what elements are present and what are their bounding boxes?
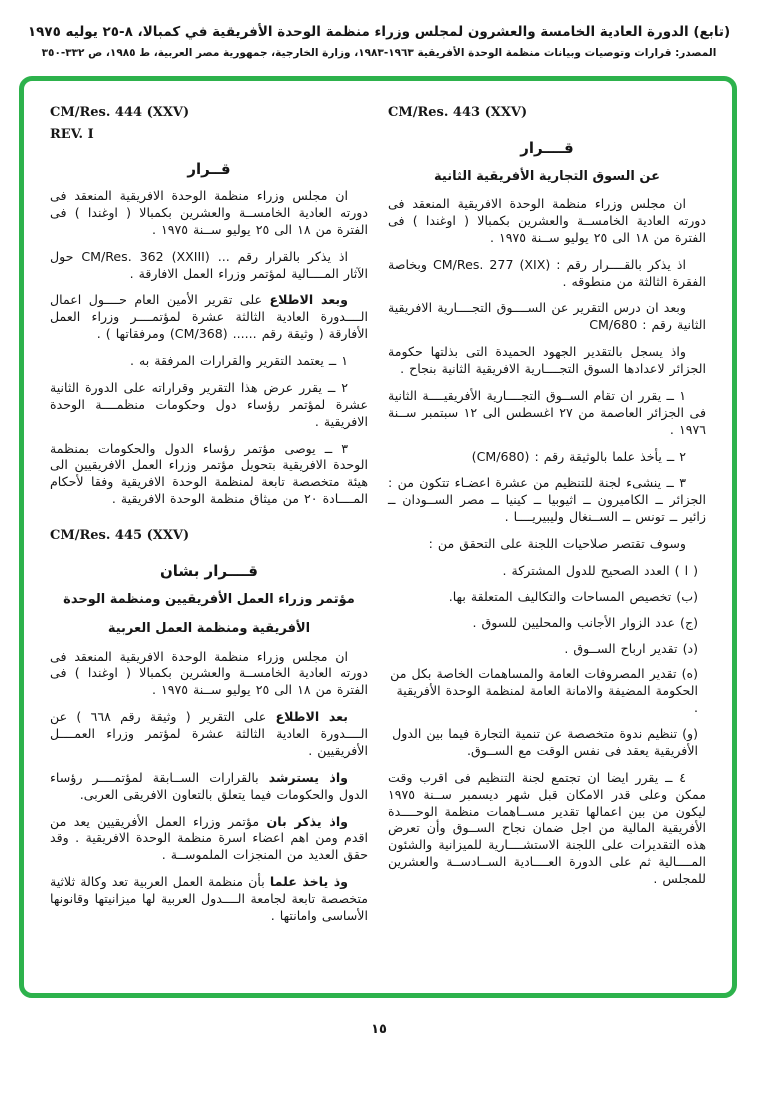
res444-paragraph: [50, 188, 368, 239]
res445-paragraph: [50, 649, 368, 700]
res444-ref: CM/Res. 444 (XXV): [50, 105, 190, 120]
paragraph-lead: بعد الاطلاع: [275, 709, 349, 725]
paragraph-lead: واذ يذكر بان: [266, 813, 349, 829]
column-res443: [388, 101, 706, 985]
res443-subtitle: عن السوق التجارية الأفريقية الثانية: [434, 168, 660, 184]
paragraph-text: ١ ــ يعتمد التقرير والقرارات المرفقة به .: [130, 353, 348, 368]
document-frame: [19, 76, 737, 998]
page-header: [0, 24, 758, 59]
res443-title: قــــرار: [520, 138, 574, 157]
paragraph-text: ٣ ــ يوصى مؤتمر رؤساء الدول والحكومات بمنظمة الوحدة الافريقية بتحويل مؤتمر وزراء العمل الافريقيين الى هيئة متخصصة تابعة لمنظمة الوحدة الافريقية وفقا لأحكام المــــادة ٢٠ من ميثاق منظمة الوحدة الافريقية .: [50, 440, 368, 507]
paragraph-text: ٣ ــ ينشىء لجنة للتنظيم من عشرة اعضـاء تتكون من : الجزائر ــ الكاميرون ــ اثيوبيا ــ كينيا ــ مصر الســودان ــ زائير ــ تونس ــ الســنغال وليبيريــــا .: [388, 475, 706, 525]
res445-paragraph: [50, 874, 368, 925]
res443-paragraph: [388, 536, 706, 553]
page-number: ١٥: [371, 1022, 387, 1037]
res443-paragraph: [388, 196, 706, 247]
paragraph-lead: وبعد الاطلاع: [269, 292, 348, 308]
res445-paragraph: [50, 709, 368, 760]
paragraph-text: وسوف تقتصر صلاحيات اللجنة على التحقق من :: [428, 536, 686, 551]
res445-ref: CM/Res. 445 (XXV): [50, 528, 190, 543]
paragraph-text: ان مجلس وزراء منظمة الوحدة الافريقية المنعقد فى دورته العادية الخامســة والعشرين بكمبالا ( اوغندا ) فى الفترة من ١٨ الى ٢٥ يوليو ســنة ١٩٧٥ .: [50, 648, 368, 698]
header-source: المصدر: قرارات وتوصيات وبيانات منظمة الوحدة الأفريقية ١٩٦٣-١٩٨٣، وزارة الخارجية، جمهورية مصر العربية، ط ١٩٨٥، ص ٣٣٢-٣٥٠: [41, 47, 717, 59]
res443-checklist-item: (ب) تخصيص المساحات والتكاليف المتعلقة بها.: [448, 588, 698, 604]
res444-paragraph: [50, 292, 368, 343]
paragraph-text: ٤ ــ يقرر ايضا ان تجتمع لجنة التنظيم فى اقرب وقت ممكن وعلى قدر الامكان قبل شهر ديسمبر ســنة ١٩٧٥ ليكون من بين اعمالها تقدير مســاهمات منظمة الوحــــدة الأفريقية المالية من اجل ضمان نجاح الســوق وأن تعرض هذه التقديرات على اللجنة الاستشــــارية للميزانية والشئون المــــالية ثم على الدورة العــــادية الســادســة والعشرين للمجلس .: [388, 769, 706, 886]
paragraph-text: وبعد ان درس التقرير عن الســــوق التجــــارية الافريقية الثانية رقم : CM/680: [388, 300, 706, 333]
paragraph-text: ان مجلس وزراء منظمة الوحدة الافريقية المنعقد فى دورته العادية الخامســة والعشرين بكمبالا ( اوغندا ) فى الفترة من ١٨ الى ٢٥ يوليو ســنة ١٩٧٥ .: [388, 196, 706, 245]
res445-subtitle-line2: الأفريقية ومنظمة العمل العربية: [107, 621, 311, 636]
paragraph-text: ٢ ــ يأخذ علما بالوثيقة رقم : (CM/680): [471, 448, 686, 464]
res443-paragraph: [388, 449, 706, 466]
res445-paragraph: [50, 814, 368, 865]
res444-paragraph: [50, 353, 368, 370]
paragraph-text: واذ يسجل بالتقدير الجهود الحميدة التى بذلتها حكومة الجزائر لاعدادها السوق التجــــارية الافريقية الثانية بنجاح .: [388, 344, 706, 376]
res443-checklist-item: ( ا ) العدد الصحيح للدول المشتركة .: [502, 562, 698, 578]
res444-rev: REV. I: [50, 126, 94, 142]
paragraph-lead: وذ ياخذ علما: [269, 874, 348, 890]
res443-checklist-item: (د) تقدير ارباح الســوق .: [564, 640, 698, 656]
res444-title: قــرار: [187, 160, 231, 178]
res445-paragraph: [50, 770, 368, 804]
res444-paragraph: [50, 249, 368, 283]
paragraph-text: ١ ــ يقرر ان تقام الســوق التجــــارية الأفريقيــــة الثانية فى الجزائر العاصمة من ٢٧ اغسطس الى ١٢ سبتمبر ســنة ١٩٧٦ .: [388, 387, 706, 437]
res443-paragraph: [388, 344, 706, 378]
paragraph-text: بالقرارات الســابقة لمؤتمــــر رؤساء الدول والحكومات فيما يتعلق بالتعاون الافريقى العربى.: [50, 769, 368, 802]
res443-ref: CM/Res. 443 (XXV): [388, 105, 528, 120]
res443-checklist-item: (ه) تقدير المصروفات العامة والمساهمات الخاصة بكل من الحكومة المضيفة والامانة العامة لمنظمة الوحدة الأفريقية .: [390, 666, 698, 716]
header-title: (تابع) الدورة العادية الخامسة والعشرون لمجلس وزراء منظمة الوحدة الأفريقية في كمبالا، ٨-٢٥ يوليه ١٩٧٥: [27, 24, 731, 40]
paragraph-text: اذ يذكر بالقــــرار رقم : CM/Res. 277 (XIX) وبخاصة الفقرة الثالثة من منطوقه .: [388, 256, 706, 289]
res443-paragraph: [388, 388, 706, 439]
paragraph-text: اذ يذكر بالقرار رقم ... CM/Res. 362 (XXIII) حول الآثار المــــالية لمؤتمر وزراء العمل الافارقة .: [50, 248, 368, 281]
paragraph-lead: واذ يسترشد: [268, 769, 349, 785]
paragraph-text: على تقرير الأمين العام حــــول اعمال الــــدورة العادية الثالثة عشرة لمؤتمــــر وزراء العمل الأفارقة ( وثيقة رقم ...... (CM/368) ومرفقاتها ) .: [50, 292, 368, 342]
res443-closing-paragraph: [388, 770, 706, 888]
paragraph-text: ٢ ــ يقرر عرض هذا التقرير وقراراته على الدورة الثانية عشرة لمؤتمر رؤساء دول وحكومات منظمــــة الوحدة الافريقية .: [50, 379, 368, 429]
res443-paragraph: [388, 257, 706, 291]
res443-paragraph: [388, 475, 706, 526]
res444-paragraph: [50, 441, 368, 509]
paragraph-text: مؤتمر وزراء العمل الأفريقيين يعد من اقدم ومن اهم اعضاء اسرة منظمة الوحدة الافريقية . وقد حقق العديد من المنجزات الملموســة .: [50, 813, 368, 863]
res445-title: قــــرار بشان: [160, 561, 258, 580]
column-res444-445: [50, 101, 368, 985]
paragraph-text: بأن منظمة العمل العربية تعد وكالة ثلاثية متخصصة تابعة لجامعة الــــدول العربية لها ميزانيتها وقانونها الأساسى وامانتها .: [50, 874, 368, 923]
res443-paragraph: [388, 300, 706, 334]
paragraph-text: ان مجلس وزراء منظمة الوحدة الافريقية المنعقد فى دورته العادية الخامســة والعشرين بكمبالا ( اوغندا ) فى الفترة من ١٨ الى ٢٥ يوليو ســنة ١٩٧٥ .: [50, 188, 368, 237]
res443-checklist-item: (ج) عدد الزوار الأجانب والمحليين للسوق .: [472, 614, 698, 630]
res445-subtitle-line1: مؤتمر وزراء العمل الأفريقيين ومنظمة الوحدة: [63, 591, 355, 607]
paragraph-text: على التقرير ( وثيقة رقم ٦٦٨ ) عن الــــدورة العادية الثالثة عشرة لمؤتمر وزراء العمــــل الأفريقيين .: [50, 709, 368, 758]
res443-checklist-item: (و) تنظيم ندوة متخصصة عن تنمية التجارة فيما بين الدول الأفريقية يعقد فى نفس الوقت مع الســوق.: [392, 726, 698, 758]
res444-paragraph: [50, 380, 368, 431]
